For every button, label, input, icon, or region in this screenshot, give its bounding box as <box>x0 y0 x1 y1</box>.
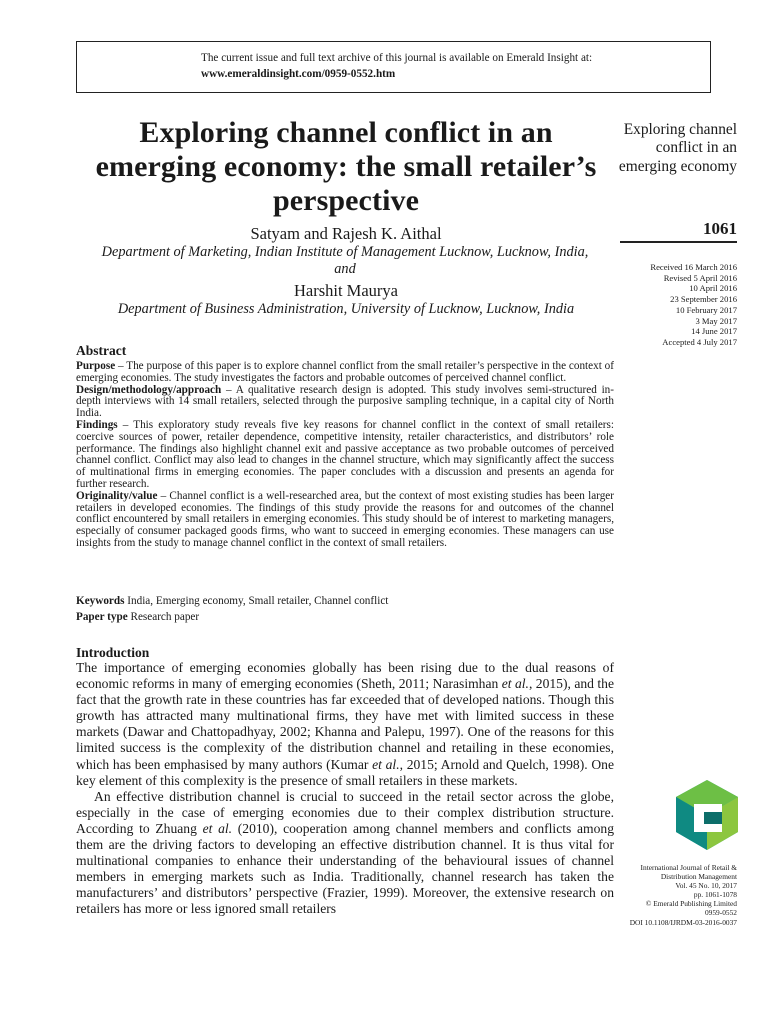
journal-info-line: pp. 1061-1078 <box>693 890 737 900</box>
logo-inner <box>704 812 722 824</box>
introduction-heading: Introduction <box>76 645 150 660</box>
abstract-purpose <box>76 361 614 385</box>
history-line: 3 May 2017 <box>695 315 737 326</box>
paper-type-line <box>76 610 614 626</box>
journal-info-line: International Journal of Retail & <box>640 863 737 872</box>
abstract-originality <box>76 491 614 550</box>
intro-paragraph-2 <box>76 789 614 918</box>
intro-p1-text: The importance of emerging economies globally has been rising due to the dual reasons of economic reforms in many of emerging economies (Sheth, 2011; Narasimhan <box>76 660 614 692</box>
running-title: Exploring channel conflict in an emerging economy <box>618 121 737 175</box>
originality-label: Originality/value <box>76 489 158 502</box>
journal-info-line: DOI 10.1108/IJRDM-03-2016-0037 <box>629 917 737 927</box>
journal-info-line: Vol. 45 No. 10, 2017 <box>675 881 737 891</box>
intro-p1-text: , 2015; Arnold and Quelch, 1998). One key element of this complexity is the presence of small retailers in these markets. <box>76 756 614 788</box>
intro-p2-etal: et al. <box>202 820 233 836</box>
abstract-findings <box>76 420 614 491</box>
history-line: Revised 5 April 2016 <box>663 272 737 283</box>
keywords-text: India, Emerging economy, Small retailer, Channel conflict <box>124 595 389 607</box>
archive-url-link[interactable]: www.emeraldinsight.com/0959-0552.htm <box>201 68 396 80</box>
abstract-design <box>76 385 614 420</box>
history-line: 23 September 2016 <box>670 294 737 305</box>
intro-p2-text: An effective distribution channel is crucial to succeed in the retail sector across the globe, especially in the case of emerging economies due to their complex distribution structure. According to Zhuang <box>76 788 614 836</box>
originality-text: – Channel conflict is a well-researched area, but the context of most existing studies has been larger retailers in developed economies. The findings of this study provide the reasons for and outcomes of the channel conflict encountered by small retailers in emerging economies. This study should be of interest to marketing managers, especially of consumer packaged goods firms, who want to succeed in emerging economies. These managers can use insights from the study to manage channel conflict in the context of small retailers. <box>76 489 614 549</box>
journal-info-line: © Emerald Publishing Limited <box>645 899 737 909</box>
affiliation-2: Department of Business Administration, University of Lucknow, Lucknow, India <box>117 301 575 317</box>
intro-p1-text: , 2015), and the fact that the growth rate in these countries has far exceeded that of developed nations. Though this growth has attracted many multinational firms, they have met with limited success in these markets (Dawar and Chattopadhyay, 2002; Khanna and Palepu, 1997). One of the reasons for this limited success is the complexity of the distribution channel and retailing in these economies, which has been emphasised by many authors (Kumar <box>76 676 614 772</box>
intro-p2-text: (2010), cooperation among channel members and conflicts among them are the driving factors to developing an effective distribution channel. It is thus vital for multinational companies to enhance their understanding of the behavioural issues of channel members in emerging markets such as India. Traditionally, channel research has taken the manufacturers’ and distributors’ perspective (Frazier, 1999). Moreover, the extensive research on retailers has more or less ignored small retailers <box>76 820 614 917</box>
journal-info-line: 0959-0552 <box>704 908 737 918</box>
abstract-body <box>76 361 614 550</box>
abstract-heading: Abstract <box>76 343 127 358</box>
intro-p1-etal: et al. <box>501 676 529 692</box>
design-text: – A qualitative research design is adopted. This study involves semi-structured in-depth interviews with 14 small retailers, selected through the purposive sampling technique, in a capital city of North India. <box>76 383 614 420</box>
intro-p1-etal: et al. <box>372 756 400 772</box>
affiliation-1: Department of Marketing, Indian Institute of Management Lucknow, Lucknow, India, and <box>101 244 589 277</box>
history-line: 10 February 2017 <box>675 304 737 315</box>
journal-archive-notice <box>76 41 711 93</box>
authors-line-1: Satyam and Rajesh K. Aithal <box>250 224 442 243</box>
received-history <box>600 262 737 348</box>
history-line: Accepted 4 July 2017 <box>662 336 737 347</box>
findings-text: – This exploratory study reveals five key reasons for channel conflict in the context of small retailers: coercive sources of power, retailer dependence, competitive intensity, retailer characteristics, and distributors’ role performance. The findings also highlight channel exit and passive acceptance as two probable outcomes of perceived channel conflict. Conflict may also lead to changes in the channel structure, which may significantly affect the success of multinational firms in emerging economies. The paper concludes with a discussion and presents an agenda for further research. <box>76 418 614 490</box>
findings-label: Findings <box>76 418 118 431</box>
history-line: 10 April 2016 <box>689 283 737 294</box>
purpose-label: Purpose <box>76 360 116 372</box>
keywords-block <box>76 594 614 625</box>
introduction-body <box>76 660 614 918</box>
purpose-text: – The purpose of this paper is to explore channel conflict from the small retailer’s perspective in the context of emerging economies. The study investigates the factors and probable outcomes of perceived channel conflict. <box>76 360 614 384</box>
archive-notice-text: The current issue and full text archive of this journal is available on Emerald Insight at: <box>201 52 593 64</box>
history-line: Received 16 March 2016 <box>650 262 737 272</box>
keywords-label: Keywords <box>76 595 125 607</box>
paper-type-label: Paper type <box>76 610 128 623</box>
intro-paragraph-1 <box>76 660 614 789</box>
authors-line-2: Harshit Maurya <box>293 281 398 300</box>
margin-divider <box>620 241 737 243</box>
journal-citation-info <box>600 863 737 927</box>
paper-type-text: Research paper <box>127 610 200 623</box>
journal-info-line: Distribution Management <box>660 872 737 882</box>
keywords-line <box>76 594 614 610</box>
article-title: Exploring channel conflict in an emerging economy: the small retailer’s perspective <box>95 116 597 217</box>
design-label: Design/methodology/approach <box>76 383 222 396</box>
page-number: 1061 <box>703 219 737 238</box>
history-line: 14 June 2017 <box>691 326 737 337</box>
emerald-publishing-logo-icon <box>676 780 738 850</box>
